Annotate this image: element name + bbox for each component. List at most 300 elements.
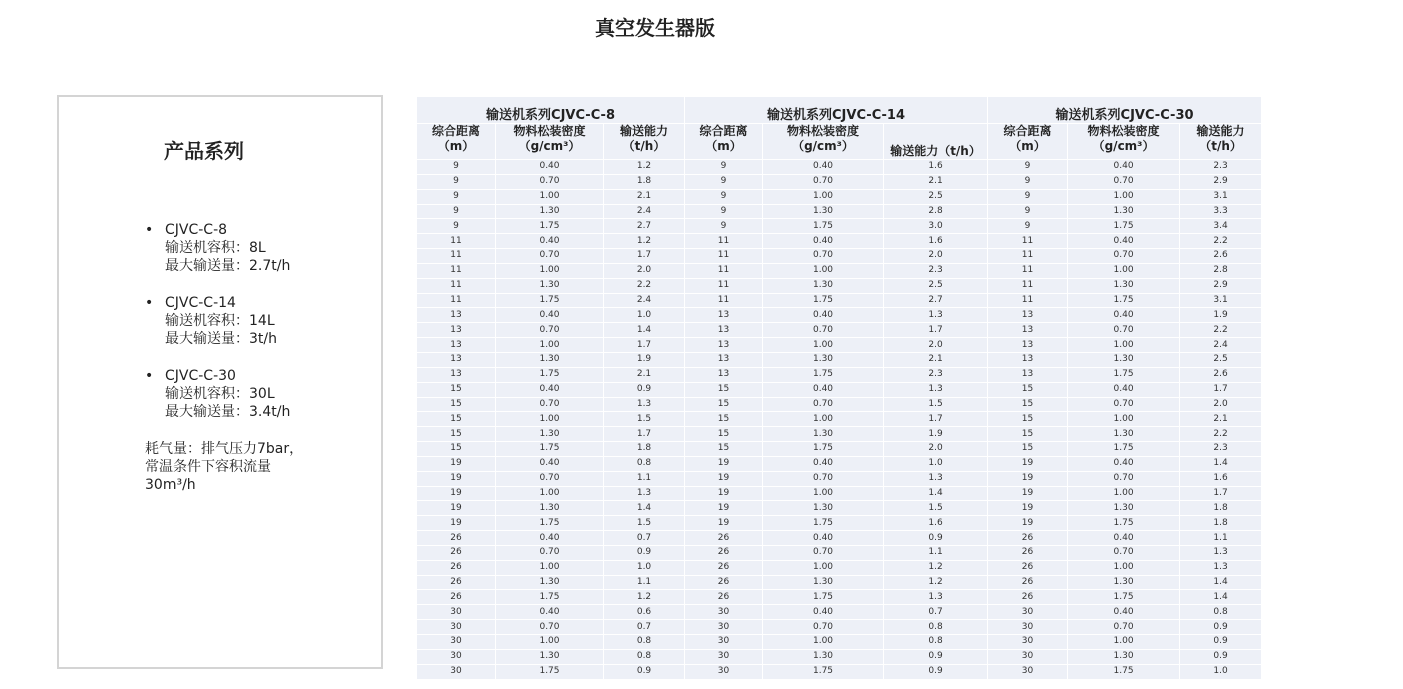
cell-density: 0.70 [1068, 471, 1180, 486]
cell-distance: 13 [417, 323, 496, 338]
cell-capacity: 2.5 [884, 278, 988, 293]
cell-density: 0.40 [1068, 531, 1180, 546]
cell-density: 1.00 [1068, 635, 1180, 650]
table-row [417, 649, 1262, 664]
table-row [417, 308, 1262, 323]
cell-density: 1.75 [763, 590, 884, 605]
cell-capacity: 0.8 [604, 456, 685, 471]
group-header-cjvc-c-14: 输送机系列CJVC-C-14 [685, 97, 988, 124]
cell-distance: 9 [417, 174, 496, 189]
cell-distance: 15 [685, 382, 763, 397]
cell-capacity: 2.3 [1180, 442, 1262, 457]
column-header-capacity [884, 124, 988, 160]
cell-capacity: 1.6 [884, 234, 988, 249]
cell-capacity: 2.2 [1180, 323, 1262, 338]
cell-distance: 13 [685, 352, 763, 367]
cell-density: 1.30 [1068, 204, 1180, 219]
cell-distance: 15 [988, 427, 1068, 442]
cell-density: 1.00 [1068, 412, 1180, 427]
table-row [417, 219, 1262, 234]
cell-density: 1.75 [1068, 219, 1180, 234]
cell-distance: 15 [988, 382, 1068, 397]
cell-density: 1.00 [1068, 560, 1180, 575]
cell-capacity: 2.1 [884, 352, 988, 367]
cell-distance: 26 [417, 545, 496, 560]
cell-distance: 19 [685, 501, 763, 516]
cell-density: 0.40 [763, 234, 884, 249]
cell-capacity: 0.9 [1180, 649, 1262, 664]
cell-distance: 11 [417, 249, 496, 264]
cell-distance: 19 [988, 486, 1068, 501]
cell-density: 0.40 [1068, 308, 1180, 323]
group-header-cjvc-c-8: 输送机系列CJVC-C-8 [417, 97, 685, 124]
cell-distance: 11 [417, 293, 496, 308]
page-title: 真空发生器版 [595, 16, 715, 40]
cell-distance: 13 [417, 338, 496, 353]
table-row [417, 367, 1262, 382]
cell-capacity: 1.3 [884, 471, 988, 486]
cell-capacity: 2.0 [604, 263, 685, 278]
table-row [417, 263, 1262, 278]
cell-density: 1.30 [496, 352, 604, 367]
table-row [417, 664, 1262, 679]
cell-density: 1.00 [496, 486, 604, 501]
cell-capacity: 2.9 [1180, 174, 1262, 189]
cell-density: 1.00 [496, 263, 604, 278]
cell-distance: 9 [417, 204, 496, 219]
cell-capacity: 0.8 [884, 620, 988, 635]
cell-capacity: 1.2 [604, 590, 685, 605]
cell-density: 0.40 [763, 605, 884, 620]
cell-distance: 13 [417, 352, 496, 367]
cell-distance: 30 [988, 605, 1068, 620]
cell-density: 0.40 [763, 160, 884, 175]
cell-capacity: 2.9 [1180, 278, 1262, 293]
cell-density: 1.75 [496, 590, 604, 605]
cell-distance: 26 [988, 560, 1068, 575]
cell-density: 1.00 [496, 189, 604, 204]
cell-distance: 26 [685, 545, 763, 560]
cell-density: 1.30 [1068, 501, 1180, 516]
product-volume: 输送机容积：30L [165, 386, 275, 402]
cell-density: 1.75 [763, 367, 884, 382]
cell-distance: 26 [685, 575, 763, 590]
cell-capacity: 0.7 [884, 605, 988, 620]
cell-density: 1.75 [763, 293, 884, 308]
cell-capacity: 0.9 [884, 649, 988, 664]
cell-capacity: 3.1 [1180, 189, 1262, 204]
cell-density: 0.70 [496, 174, 604, 189]
cell-capacity: 1.8 [1180, 501, 1262, 516]
table-row [417, 575, 1262, 590]
column-header-capacity [1180, 124, 1262, 160]
header-unit: （m） [705, 139, 742, 153]
cell-density: 0.40 [1068, 160, 1180, 175]
cell-density: 1.00 [496, 412, 604, 427]
cell-density: 1.00 [496, 560, 604, 575]
cell-density: 0.70 [1068, 323, 1180, 338]
cell-capacity: 1.7 [1180, 486, 1262, 501]
table-row [417, 560, 1262, 575]
cell-density: 1.30 [496, 649, 604, 664]
cell-capacity: 0.9 [884, 664, 988, 679]
cell-distance: 15 [417, 442, 496, 457]
column-header-density [763, 124, 884, 160]
cell-distance: 13 [685, 338, 763, 353]
cell-density: 0.70 [496, 249, 604, 264]
header-unit: （t/h） [1199, 139, 1242, 153]
cell-distance: 11 [988, 263, 1068, 278]
cell-capacity: 1.6 [884, 516, 988, 531]
product-list [145, 221, 381, 494]
header-unit: （g/cm³） [518, 139, 581, 153]
cell-distance: 15 [417, 427, 496, 442]
cell-density: 0.70 [763, 620, 884, 635]
cell-capacity: 1.3 [884, 590, 988, 605]
cell-capacity: 1.8 [604, 174, 685, 189]
cell-capacity: 1.2 [884, 575, 988, 590]
cell-capacity: 1.2 [884, 560, 988, 575]
cell-capacity: 1.2 [604, 160, 685, 175]
cell-distance: 11 [988, 234, 1068, 249]
cell-density: 1.00 [763, 263, 884, 278]
cell-capacity: 1.8 [1180, 516, 1262, 531]
cell-density: 1.75 [496, 367, 604, 382]
header-line: 物料松装密度 [787, 124, 860, 138]
cell-density: 1.00 [496, 338, 604, 353]
cell-capacity: 1.1 [884, 545, 988, 560]
cell-distance: 26 [988, 590, 1068, 605]
cell-distance: 19 [417, 516, 496, 531]
cell-capacity: 3.0 [884, 219, 988, 234]
cell-capacity: 2.1 [884, 174, 988, 189]
cell-density: 1.00 [763, 189, 884, 204]
cell-capacity: 1.4 [1180, 456, 1262, 471]
cell-capacity: 1.4 [604, 323, 685, 338]
cell-distance: 30 [988, 664, 1068, 679]
table-row [417, 174, 1262, 189]
cell-distance: 19 [417, 501, 496, 516]
product-series-heading: 产品系列 [164, 139, 244, 163]
product-series-panel [57, 95, 383, 669]
cell-distance: 11 [417, 234, 496, 249]
cell-capacity: 1.6 [884, 160, 988, 175]
cell-distance: 30 [685, 620, 763, 635]
cell-capacity: 2.3 [884, 263, 988, 278]
cell-density: 1.30 [1068, 352, 1180, 367]
cell-capacity: 0.8 [884, 635, 988, 650]
cell-density: 1.75 [1068, 516, 1180, 531]
table-row [417, 204, 1262, 219]
cell-capacity: 2.5 [1180, 352, 1262, 367]
column-header-distance [988, 124, 1068, 160]
cell-capacity: 1.6 [1180, 471, 1262, 486]
cell-capacity: 0.6 [604, 605, 685, 620]
cell-distance: 30 [685, 635, 763, 650]
cell-density: 1.00 [1068, 189, 1180, 204]
cell-distance: 30 [988, 635, 1068, 650]
cell-capacity: 2.5 [884, 189, 988, 204]
cell-distance: 9 [685, 204, 763, 219]
cell-density: 1.75 [1068, 590, 1180, 605]
cell-capacity: 1.1 [604, 471, 685, 486]
cell-capacity: 1.5 [604, 516, 685, 531]
cell-capacity: 1.0 [604, 308, 685, 323]
cell-density: 1.00 [1068, 338, 1180, 353]
cell-capacity: 1.0 [604, 560, 685, 575]
cell-density: 1.00 [763, 412, 884, 427]
cell-distance: 15 [417, 382, 496, 397]
cell-distance: 30 [417, 664, 496, 679]
cell-capacity: 0.9 [604, 664, 685, 679]
cell-density: 0.70 [763, 323, 884, 338]
cell-density: 1.30 [763, 352, 884, 367]
cell-density: 1.30 [496, 427, 604, 442]
cell-distance: 15 [417, 412, 496, 427]
table-row [417, 234, 1262, 249]
cell-density: 0.70 [1068, 249, 1180, 264]
product-max-throughput: 最大输送量：3t/h [165, 331, 277, 347]
cell-capacity: 3.1 [1180, 293, 1262, 308]
column-header-capacity [604, 124, 685, 160]
cell-density: 1.30 [763, 204, 884, 219]
cell-capacity: 2.1 [604, 189, 685, 204]
cell-density: 0.70 [496, 397, 604, 412]
cell-density: 1.30 [763, 649, 884, 664]
table-row [417, 501, 1262, 516]
cell-distance: 26 [417, 575, 496, 590]
cell-distance: 30 [685, 605, 763, 620]
capacity-table-wrapper [416, 96, 1261, 680]
cell-capacity: 1.7 [604, 338, 685, 353]
cell-capacity: 1.9 [604, 352, 685, 367]
product-item [145, 221, 381, 275]
table-row [417, 352, 1262, 367]
cell-capacity: 0.8 [604, 649, 685, 664]
air-consumption-note [145, 440, 381, 494]
column-header-density [496, 124, 604, 160]
table-row [417, 531, 1262, 546]
cell-capacity: 2.6 [1180, 249, 1262, 264]
cell-density: 1.75 [763, 516, 884, 531]
note-line: 常温条件下容积流量 [145, 459, 271, 475]
table-row [417, 382, 1262, 397]
cell-density: 1.00 [763, 560, 884, 575]
cell-distance: 13 [685, 367, 763, 382]
header-unit: （t/h） [622, 139, 666, 153]
cell-distance: 19 [417, 456, 496, 471]
cell-density: 0.40 [496, 456, 604, 471]
header-unit: （g/cm³） [1092, 139, 1155, 153]
cell-distance: 11 [685, 293, 763, 308]
table-row [417, 397, 1262, 412]
product-name: CJVC-C-8 [165, 222, 228, 238]
capacity-table [416, 96, 1262, 680]
cell-density: 1.30 [496, 278, 604, 293]
cell-density: 1.30 [1068, 575, 1180, 590]
note-line: 30m³/h [145, 477, 196, 493]
cell-density: 0.40 [496, 234, 604, 249]
cell-distance: 19 [685, 471, 763, 486]
cell-density: 1.75 [1068, 664, 1180, 679]
cell-capacity: 1.3 [884, 308, 988, 323]
cell-density: 1.00 [1068, 263, 1180, 278]
cell-density: 0.70 [763, 545, 884, 560]
cell-capacity: 2.4 [1180, 338, 1262, 353]
cell-capacity: 1.4 [884, 486, 988, 501]
cell-distance: 9 [685, 174, 763, 189]
cell-capacity: 3.3 [1180, 204, 1262, 219]
cell-distance: 11 [685, 249, 763, 264]
cell-distance: 13 [685, 308, 763, 323]
cell-density: 1.30 [496, 204, 604, 219]
column-header-distance [685, 124, 763, 160]
table-row [417, 442, 1262, 457]
cell-distance: 11 [988, 293, 1068, 308]
table-row [417, 486, 1262, 501]
cell-distance: 9 [417, 160, 496, 175]
cell-density: 0.40 [496, 382, 604, 397]
cell-density: 0.70 [1068, 397, 1180, 412]
cell-distance: 9 [988, 219, 1068, 234]
cell-capacity: 1.7 [604, 427, 685, 442]
cell-distance: 15 [685, 412, 763, 427]
cell-capacity: 0.7 [604, 531, 685, 546]
note-line: 耗气量：排气压力7bar， [145, 441, 304, 457]
header-line: 物料松装密度 [513, 124, 586, 138]
group-header-cjvc-c-30: 输送机系列CJVC-C-30 [988, 97, 1262, 124]
cell-distance: 15 [988, 412, 1068, 427]
header-unit: （m） [437, 139, 475, 153]
table-row [417, 456, 1262, 471]
cell-capacity: 1.0 [884, 456, 988, 471]
cell-distance: 30 [417, 620, 496, 635]
table-row [417, 412, 1262, 427]
cell-distance: 15 [685, 397, 763, 412]
cell-distance: 11 [417, 278, 496, 293]
cell-distance: 13 [417, 367, 496, 382]
cell-distance: 13 [988, 308, 1068, 323]
cell-distance: 19 [988, 456, 1068, 471]
cell-distance: 11 [988, 278, 1068, 293]
cell-density: 0.40 [496, 160, 604, 175]
cell-density: 1.30 [763, 501, 884, 516]
cell-density: 1.30 [763, 278, 884, 293]
cell-capacity: 0.8 [604, 635, 685, 650]
cell-capacity: 2.2 [1180, 427, 1262, 442]
cell-capacity: 1.7 [884, 323, 988, 338]
cell-distance: 26 [988, 575, 1068, 590]
table-row [417, 471, 1262, 486]
cell-capacity: 1.7 [1180, 382, 1262, 397]
header-unit: （m） [1009, 139, 1046, 153]
product-max-throughput: 最大输送量：3.4t/h [165, 404, 291, 420]
cell-capacity: 1.5 [884, 501, 988, 516]
cell-capacity: 1.4 [1180, 575, 1262, 590]
cell-distance: 26 [685, 590, 763, 605]
cell-density: 1.30 [763, 427, 884, 442]
cell-density: 0.70 [496, 471, 604, 486]
cell-capacity: 1.7 [884, 412, 988, 427]
cell-capacity: 1.3 [604, 486, 685, 501]
bullet-icon: • [145, 222, 154, 238]
cell-density: 1.75 [1068, 367, 1180, 382]
cell-capacity: 1.1 [1180, 531, 1262, 546]
cell-density: 1.75 [496, 516, 604, 531]
cell-capacity: 0.9 [604, 545, 685, 560]
cell-distance: 9 [685, 219, 763, 234]
table-row [417, 545, 1262, 560]
cell-capacity: 1.5 [884, 397, 988, 412]
cell-capacity: 1.3 [1180, 545, 1262, 560]
cell-capacity: 1.3 [1180, 560, 1262, 575]
cell-density: 0.70 [1068, 174, 1180, 189]
cell-capacity: 2.6 [1180, 367, 1262, 382]
cell-capacity: 1.1 [604, 575, 685, 590]
cell-capacity: 0.7 [604, 620, 685, 635]
cell-distance: 9 [417, 189, 496, 204]
cell-distance: 15 [685, 427, 763, 442]
cell-density: 1.75 [763, 219, 884, 234]
cell-density: 1.75 [496, 442, 604, 457]
cell-capacity: 1.4 [1180, 590, 1262, 605]
cell-density: 0.40 [1068, 605, 1180, 620]
cell-density: 0.40 [496, 308, 604, 323]
header-unit: （g/cm³） [792, 139, 854, 153]
cell-distance: 26 [685, 531, 763, 546]
cell-density: 0.70 [1068, 620, 1180, 635]
cell-capacity: 2.0 [884, 442, 988, 457]
cell-distance: 26 [417, 560, 496, 575]
table-row [417, 620, 1262, 635]
table-row [417, 160, 1262, 175]
cell-capacity: 0.9 [1180, 620, 1262, 635]
cell-distance: 9 [988, 204, 1068, 219]
cell-density: 0.70 [496, 545, 604, 560]
cell-capacity: 2.3 [884, 367, 988, 382]
table-row [417, 516, 1262, 531]
cell-distance: 9 [685, 189, 763, 204]
cell-capacity: 1.3 [604, 397, 685, 412]
cell-distance: 19 [685, 486, 763, 501]
cell-density: 0.70 [763, 174, 884, 189]
header-line: 输送能力 [620, 124, 669, 138]
cell-distance: 9 [417, 219, 496, 234]
cell-density: 0.40 [496, 605, 604, 620]
cell-distance: 19 [988, 471, 1068, 486]
cell-capacity: 2.3 [1180, 160, 1262, 175]
product-item [145, 294, 381, 348]
cell-distance: 13 [685, 323, 763, 338]
cell-density: 1.75 [1068, 293, 1180, 308]
cell-distance: 9 [988, 189, 1068, 204]
cell-capacity: 1.4 [604, 501, 685, 516]
cell-distance: 30 [988, 649, 1068, 664]
table-row [417, 293, 1262, 308]
cell-distance: 30 [417, 649, 496, 664]
cell-capacity: 0.8 [1180, 605, 1262, 620]
cell-density: 1.30 [763, 575, 884, 590]
cell-distance: 19 [417, 486, 496, 501]
cell-distance: 9 [988, 174, 1068, 189]
cell-distance: 30 [988, 620, 1068, 635]
header-line: 物料松装密度 [1087, 124, 1160, 138]
cell-density: 1.30 [1068, 278, 1180, 293]
cell-capacity: 0.9 [1180, 635, 1262, 650]
cell-density: 1.30 [496, 575, 604, 590]
cell-density: 1.30 [496, 501, 604, 516]
cell-distance: 19 [685, 516, 763, 531]
